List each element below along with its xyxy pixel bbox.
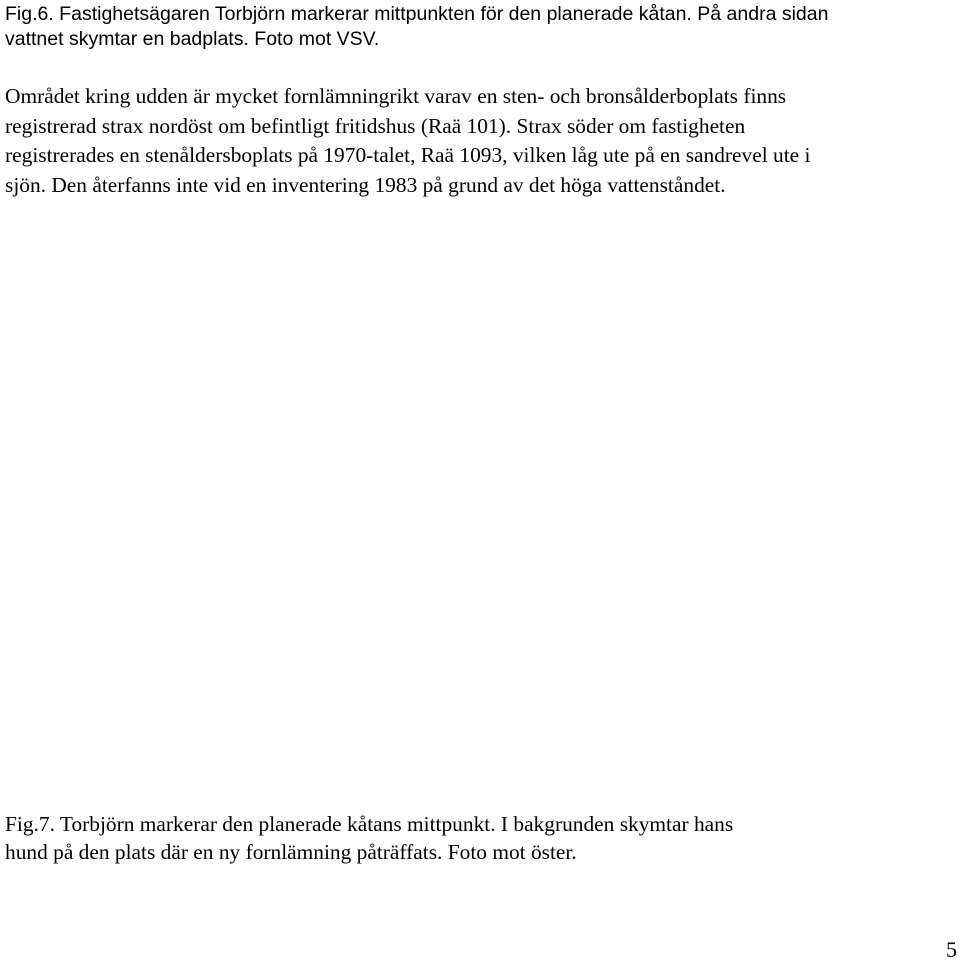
paragraph-line: Området kring udden är mycket fornlämningrikt varav en sten- och bronsålderboplats finns	[5, 84, 787, 108]
paragraph-line: registrerad strax nordöst om befintligt fritidshus (Raä 101). Strax söder om fastigheten	[5, 113, 746, 138]
paragraph-line: registrerades en stenåldersboplats på 1970-talet, Raä 1093, vilken låg ute på en sandrevel ute i	[5, 143, 811, 167]
body-paragraph	[5, 82, 957, 200]
figure-6-caption-line: Fig.6. Fastighetsägaren Torbjörn markerar mittpunkten för den planerade kåtan. På andra sidan	[5, 3, 829, 25]
figure-6-caption-line: vattnet skymtar en badplats. Foto mot VSV.	[5, 28, 380, 50]
figure-7-caption	[5, 810, 905, 866]
paragraph-line: sjön. Den återfanns inte vid en inventering 1983 på grund av det höga vattenståndet.	[5, 172, 726, 197]
figure-7-caption-line: Fig.7. Torbjörn markerar den planerade kåtans mittpunkt. I bakgrunden skymtar hans	[5, 812, 734, 836]
page-number: 5	[946, 937, 957, 962]
figure-6-caption	[5, 2, 905, 52]
figure-7-caption-line: hund på den plats där en ny fornlämning påträffats. Foto mot öster.	[5, 840, 577, 864]
